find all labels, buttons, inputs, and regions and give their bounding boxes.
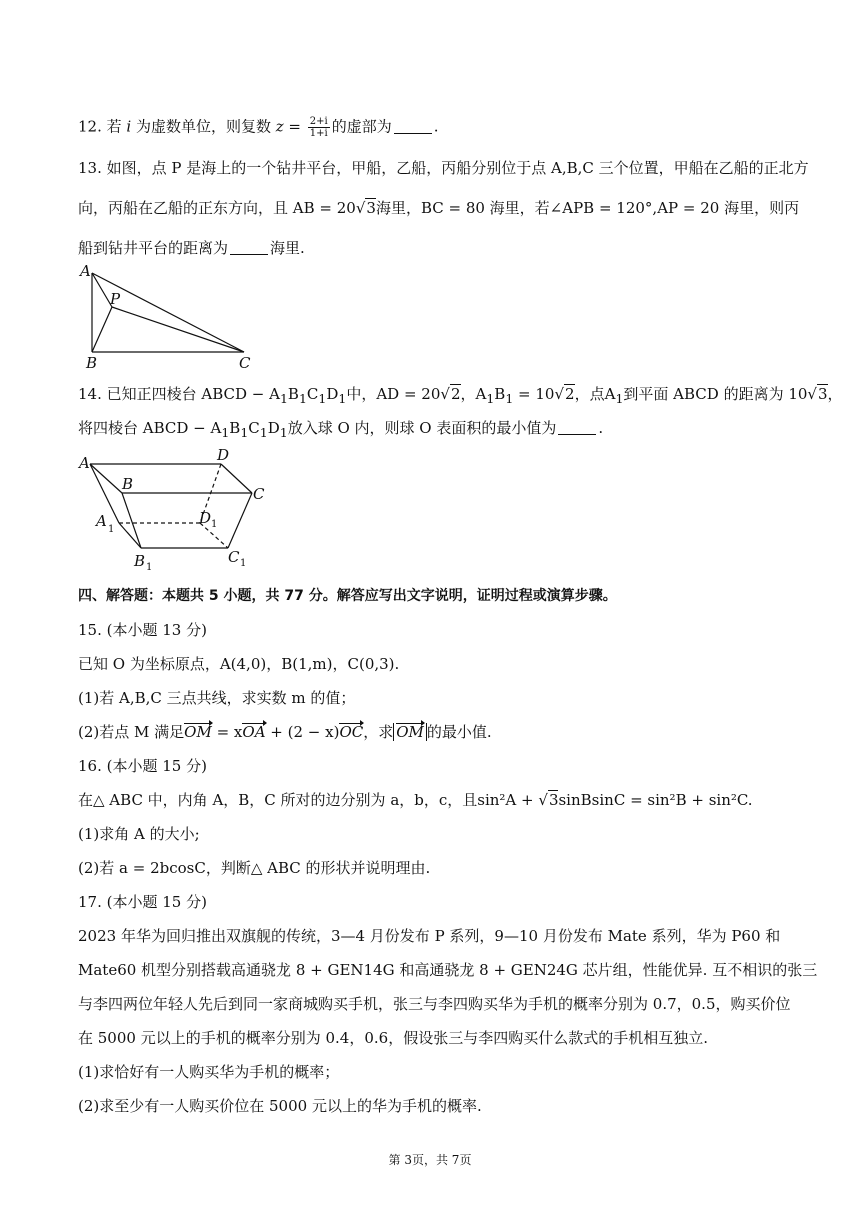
q16-line1: 在△ ABC 中，内角 A，B，C 所对的边分别为 a，b，c，且sin²A + √3sinBsinC = sin²B + sin²C. — [78, 791, 753, 809]
q14-l2-b: B — [229, 419, 241, 437]
q12-frac-num: 2+i — [309, 116, 328, 127]
q14-line1: 14. 已知正四棱台 ABCD − $A_1B_1C_1D_1$中，AD = 20√2，$A_1B_1 = 10√2$，点$A_1$到平面 ABCD 的距离为 10√3， — [78, 385, 843, 406]
figure-14-frustum-diagram — [76, 444, 276, 574]
q15-header: 15. (本小题 13 分) — [78, 621, 207, 639]
q17-line1: 2023 年华为回归推出双旗舰的传统，3—4 月份发布 P 系列，9—10 月份发布 Mate 系列，华为 P60 和 — [78, 927, 781, 945]
fig14-sub-c1: 1 — [240, 558, 247, 569]
q17-part2: (2)求至少有一人购买价位在 5000 元以上的华为手机的概率. — [78, 1097, 482, 1115]
fig14-label-a: A — [79, 454, 90, 472]
q16-part2: (2)若 a = 2bcosC，判断△ ABC 的形状并说明理由. — [78, 859, 431, 877]
q15-line1: 已知 O 为坐标原点，A(4,0)，B(1,m)，C(0,3). — [78, 655, 400, 673]
q14-l2-f: . — [598, 419, 604, 437]
q14-l1-j: 到平面 ABCD 的距离为 10 — [623, 385, 808, 403]
fig14-sub-d1: 1 — [211, 519, 218, 530]
fig13-label-b: B — [86, 354, 98, 372]
q13-line3-a: 船到钻井平台的距离为 — [78, 239, 229, 257]
fig14-label-b: B — [122, 475, 134, 493]
q15-part1: (1)若 A,B,C 三点共线，求实数 m 的值； — [78, 689, 356, 707]
figure-13-triangle-diagram — [76, 262, 266, 372]
fig14-label-d: D — [217, 446, 230, 464]
q14-sub: 1 — [505, 391, 514, 406]
q12-text-a: 12. 若 — [78, 117, 127, 136]
q15-p2-d: ，求 — [363, 723, 394, 741]
q15-vec-om-abs: OM — [396, 723, 424, 741]
fig14-label-a1: A — [96, 512, 107, 530]
q14-sub: 1 — [259, 425, 268, 440]
q14-sub: 1 — [615, 391, 624, 406]
q16-l1-a: 在△ ABC 中，内角 A，B，C 所对的边分别为 a，b，c，且sin²A + — [78, 791, 539, 809]
q15-p2-a: (2)若点 M 满足 — [78, 723, 185, 741]
q14-sqrt: 3 — [817, 385, 828, 403]
fig14-sub-a1: 1 — [108, 524, 115, 535]
q16-header: 16. (本小题 15 分) — [78, 757, 207, 775]
fig13-label-c: C — [239, 354, 251, 372]
q16-l1-b: sinBsinC = sin²B + sin²C. — [558, 791, 753, 809]
q15-p2-e: 的最小值. — [426, 723, 492, 741]
q13-answer-blank — [230, 240, 268, 255]
q14-l2-c: C — [248, 419, 260, 437]
q13-sqrt: 3 — [366, 199, 376, 217]
q14-sub: 1 — [298, 391, 307, 406]
q14-l1-d: D — [326, 385, 339, 403]
fig13-label-a: A — [80, 262, 91, 280]
q15-p2-c: + (2 − x) — [265, 723, 340, 741]
q12-z: z = — [275, 117, 302, 136]
q17-line2: Mate60 机型分别搭载高通骁龙 8 + GEN14G 和高通骁龙 8 + GEN24G 芯片组，性能优异. 互不相识的张三 — [78, 961, 818, 979]
q12-answer-blank — [394, 119, 432, 134]
q14-l1-a: 14. 已知正四棱台 ABCD − A — [78, 385, 280, 403]
fig14-label-c: C — [253, 485, 265, 503]
q14-l1-k: ， — [827, 385, 843, 403]
fig14-label-b1: B — [134, 552, 146, 570]
q12-text-b: 为虚数单位，则复数 — [131, 117, 276, 136]
q14-l1-b: B — [287, 385, 299, 403]
q13-line2-b: 海里，BC = 80 海里，若∠APB = 120°,AP = 20 海里，则丙 — [375, 199, 800, 217]
q14-l2-e: 放入球 O 内，则球 O 表面积的最小值为 — [287, 419, 557, 437]
q14-sub: 1 — [240, 425, 249, 440]
q16-sqrt: 3 — [548, 791, 559, 809]
q14-l1-e: 中，AD = 20 — [346, 385, 441, 403]
q13-line2-a: 向，丙船在乙船的正东方向，且 AB = 20 — [78, 199, 356, 217]
q14-l1-c: C — [306, 385, 319, 403]
q13-line3 — [78, 238, 305, 258]
q14-l1-g: B — [494, 385, 506, 403]
q17-header: 17. (本小题 15 分) — [78, 893, 207, 911]
q14-l1-h: = 10 — [513, 385, 555, 403]
q13-line3-b: 海里. — [270, 239, 305, 257]
q14-l2-d: D — [267, 419, 280, 437]
q12-text-c: 的虚部为 — [331, 117, 392, 136]
q12-fraction — [308, 116, 330, 139]
q14-sub: 1 — [279, 425, 288, 440]
fig14-label-c1: C — [228, 548, 240, 566]
question-12 — [78, 116, 439, 139]
q14-answer-blank — [558, 420, 596, 435]
q14-sub: 1 — [279, 391, 288, 406]
q14-sub: 1 — [318, 391, 327, 406]
page-footer: 第 3页，共 7页 — [388, 1153, 472, 1167]
q14-l2-a: 将四棱台 ABCD − A — [78, 419, 222, 437]
q14-sub: 1 — [486, 391, 495, 406]
q14-l1-f: ，A — [460, 385, 487, 403]
fig14-label-d1: D — [199, 509, 212, 527]
q12-frac-den: 1+i — [309, 128, 328, 139]
q12-text-d: . — [433, 117, 439, 136]
q13-line2: 向，丙船在乙船的正东方向，且 AB = 20√3海里，BC = 80 海里，若∠APB = 120°,AP = 20 海里，则丙 — [78, 199, 800, 217]
fig13-label-p: P — [110, 290, 121, 308]
q14-sqrt: 2 — [450, 385, 461, 403]
q15-vec-oa: OA — [242, 723, 266, 741]
q13-line1: 13. 如图，点 P 是海上的一个钻井平台，甲船，乙船，丙船分别位于点 A,B,C 三个位置，甲船在乙船的正北方 — [78, 159, 809, 177]
q15-vec-oc: OC — [339, 723, 364, 741]
q15-vec-om: OM — [184, 723, 212, 741]
q12-i: i — [126, 117, 132, 136]
q14-sqrt: 2 — [565, 385, 575, 403]
q17-part1: (1)求恰好有一人购买华为手机的概率； — [78, 1063, 340, 1081]
fig14-sub-b1: 1 — [146, 562, 153, 573]
q14-l1-i: ，点A — [574, 385, 616, 403]
q16-part1: (1)求角 A 的大小; — [78, 825, 200, 843]
q14-sub: 1 — [338, 391, 347, 406]
section-4-heading: 四、解答题：本题共 5 小题，共 77 分。解答应写出文字说明，证明过程或演算步骤。 — [78, 588, 617, 604]
q14-line2 — [78, 418, 603, 443]
q14-sub: 1 — [221, 425, 230, 440]
q17-line4: 在 5000 元以上的手机的概率分别为 0.4，0.6，假设张三与李四购买什么款式的手机相互独立. — [78, 1029, 708, 1047]
q15-part2 — [78, 722, 492, 742]
q17-line3: 与李四两位年轻人先后到同一家商城购买手机，张三与李四购买华为手机的概率分别为 0.7，0.5，购买价位 — [78, 995, 791, 1013]
q15-p2-b: = x — [211, 723, 243, 741]
